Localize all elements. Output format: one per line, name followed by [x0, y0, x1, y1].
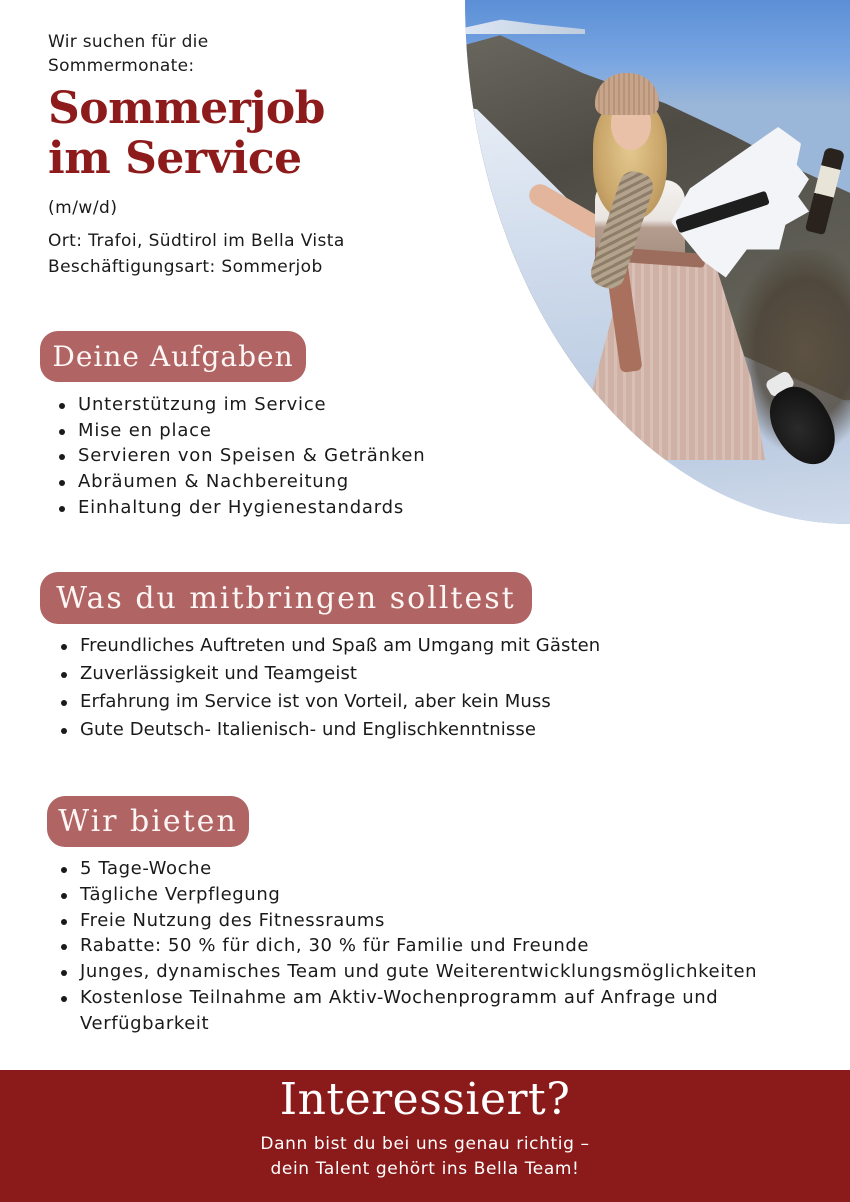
- list-item: Gute Deutsch- Italienisch- und Englischkenntnisse: [58, 716, 600, 744]
- list-item: Mise en place: [56, 418, 425, 444]
- list-item: Kostenlose Teilnahme am Aktiv-Wochenprogramm auf Anfrage und Verfügbarkeit: [58, 985, 838, 1037]
- lead-line-1: Wir suchen für die: [48, 32, 209, 52]
- lead-text: [48, 30, 448, 78]
- snow-ridge: [465, 18, 585, 34]
- list-item: Einhaltung der Hygienestandards: [56, 495, 425, 521]
- list-item: Abräumen & Nachbereitung: [56, 469, 425, 495]
- intro-block: [48, 30, 448, 280]
- tasks-list: [56, 392, 425, 521]
- list-item: Unterstützung im Service: [56, 392, 425, 418]
- section-heading-requirements: Was du mitbringen solltest: [40, 572, 532, 624]
- list-item: Junges, dynamisches Team und gute Weiterentwicklungsmöglichkeiten: [58, 959, 838, 985]
- cta-heading: Interessiert?: [279, 1074, 571, 1125]
- cta-subtext: [0, 1132, 850, 1182]
- job-meta: [48, 228, 448, 280]
- list-item: Rabatte: 50 % für dich, 30 % für Familie und Freunde: [58, 933, 838, 959]
- cta-line-2: dein Talent gehört ins Bella Team!: [270, 1159, 580, 1179]
- page-title: [48, 84, 448, 184]
- requirements-list: [58, 632, 600, 744]
- employment-type: Beschäftigungsart: Sommerjob: [48, 257, 323, 277]
- title-line-1: Sommerjob: [48, 83, 325, 134]
- section-heading-tasks: Deine Aufgaben: [40, 331, 306, 382]
- title-line-2: im Service: [48, 133, 302, 184]
- list-item: Tägliche Verpflegung: [58, 882, 838, 908]
- list-item: 5 Tage-Woche: [58, 856, 838, 882]
- list-item: Freie Nutzung des Fitnessraums: [58, 908, 838, 934]
- list-item: Freundliches Auftreten und Spaß am Umgang mit Gästen: [58, 632, 600, 660]
- list-item: Zuverlässigkeit und Teamgeist: [58, 660, 600, 688]
- list-item: Servieren von Speisen & Getränken: [56, 443, 425, 469]
- benefits-list: [58, 856, 838, 1037]
- section-heading-benefits: Wir bieten: [47, 796, 249, 847]
- hero-photo: [465, 0, 850, 524]
- gender-note: (m/w/d): [48, 198, 118, 218]
- cta-line-1: Dann bist du bei uns genau richtig –: [260, 1134, 590, 1154]
- figure-hat: [595, 73, 659, 115]
- list-item: Erfahrung im Service ist von Vorteil, aber kein Muss: [58, 688, 600, 716]
- footer-cta-band: [0, 1070, 850, 1202]
- lead-line-2: Sommermonate:: [48, 56, 195, 76]
- location: Ort: Trafoi, Südtirol im Bella Vista: [48, 231, 345, 251]
